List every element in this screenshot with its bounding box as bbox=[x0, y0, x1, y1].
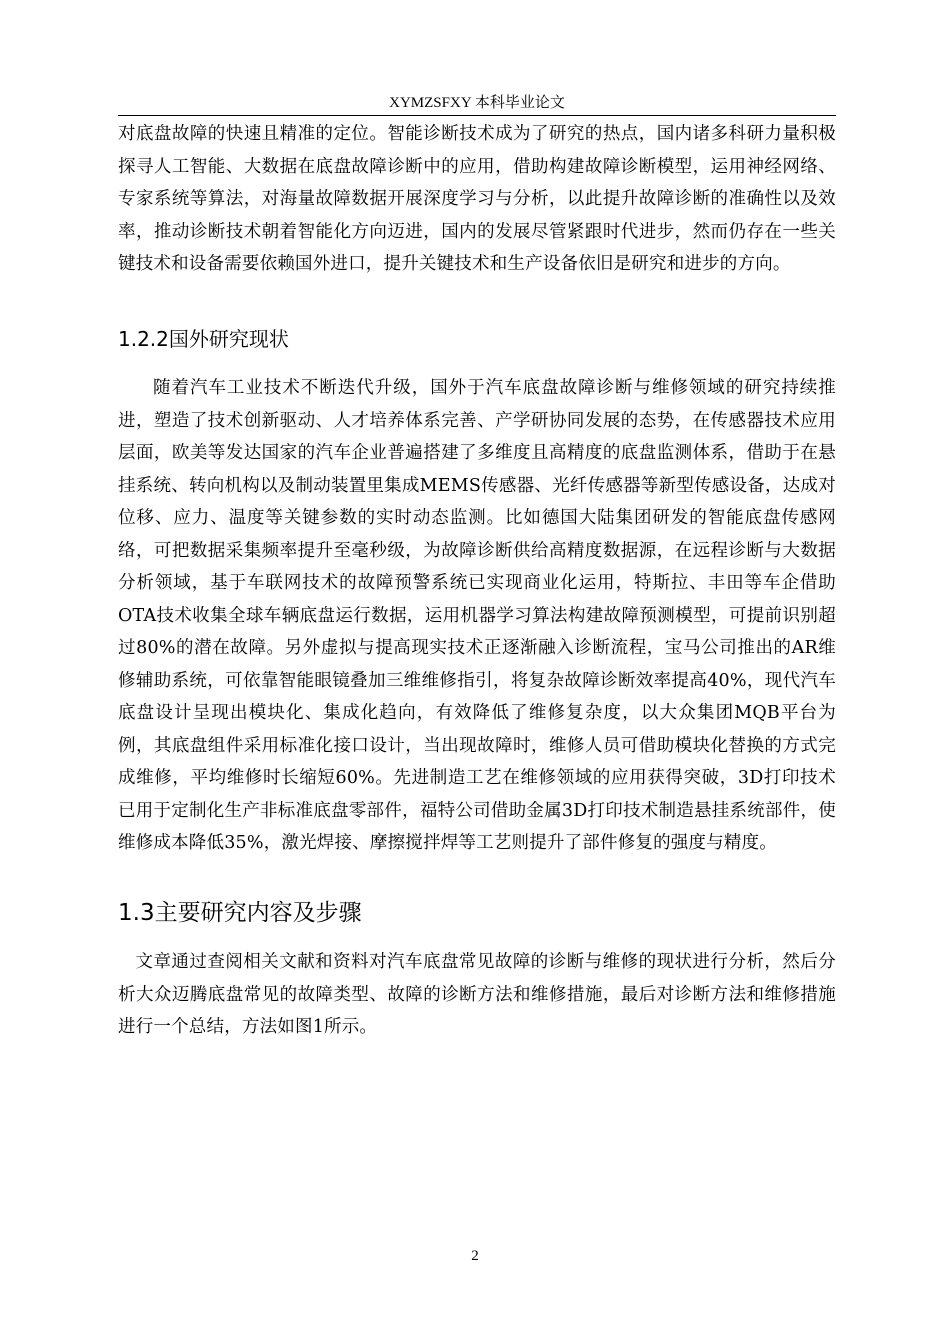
paragraph-foreign-status: 随着汽车工业技术不断迭代升级，国外于汽车底盘故障诊断与维修领域的研究持续推进，塑造了技术创新驱动、人才培养体系完善、产学研协同发展的态势，在传感器技术应用层面，欧美等发达国家的汽车企业普遍搭建了多维度且高精度的底盘监测体系，借助于在悬挂系统、转向机构以及制动装置里集成MEMS传感器、光纤传感器等新型传感设备，达成对位移、应力、温度等关键参数的实时动态监测。比如德国大陆集团研发的智能底盘传感网络，可把数据采集频率提升至毫秒级，为故障诊断供给高精度数据源，在远程诊断与大数据分析领域，基于车联网技术的故障预警系统已实现商业化运用，特斯拉、丰田等车企借助OTA技术收集全球车辆底盘运行数据，运用机器学习算法构建故障预测模型，可提前识别超过80%的潜在故障。另外虚拟与提高现实技术正逐渐融入诊断流程，宝马公司推出的AR维修辅助系统，可依靠智能眼镜叠加三维维修指引，将复杂故障诊断效率提高40%，现代汽车底盘设计呈现出模块化、集成化趋向，有效降低了维修复杂度，以大众集团MQB平台为例，其底盘组件采用标准化接口设计，当出现故障时，维修人员可借助模块化替换的方式完成维修，平均维修时长缩短60%。先进制造工艺在维修领域的应用获得突破，3D打印技术已用于定制化生产非标准底盘零部件，福特公司借助金属3D打印技术制造悬挂系统部件，使维修成本降低35%，激光焊接、摩擦搅拌焊等工艺则提升了部件修复的强度与精度。 bbox=[118, 378, 836, 853]
page-number: 2 bbox=[471, 1248, 479, 1264]
header-divider bbox=[118, 115, 836, 116]
section-heading-1-3: 1.3主要研究内容及步骤 bbox=[118, 900, 362, 926]
section-heading-1-2-2: 1.2.2国外研究现状 bbox=[118, 327, 289, 351]
paragraph-domestic-status-continued: 对底盘故障的快速且精准的定位。智能诊断技术成为了研究的热点，国内诸多科研力量积极探寻人工智能、大数据在底盘故障诊断中的应用，借助构建故障诊断模型，运用神经网络、专家系统等算法，对海量故障数据开展深度学习与分析，以此提升故障诊断的准确性以及效率，推动诊断技术朝着智能化方向迈进，国内的发展尽管紧跟时代进步，然而仍存在一些关键技术和设备需要依赖国外进口，提升关键技术和生产设备依旧是研究和进步的方向。 bbox=[118, 124, 836, 274]
page-header: XYMZSFXY 本科毕业论文 bbox=[389, 95, 565, 111]
paragraph-research-content: 文章通过查阅相关文献和资料对汽车底盘常见故障的诊断与维修的现状进行分析，然后分析大众迈腾底盘常见的故障类型、故障的诊断方法和维修措施，最后对诊断方法和维修措施进行一个总结，方法如图1所示。 bbox=[118, 952, 836, 1037]
